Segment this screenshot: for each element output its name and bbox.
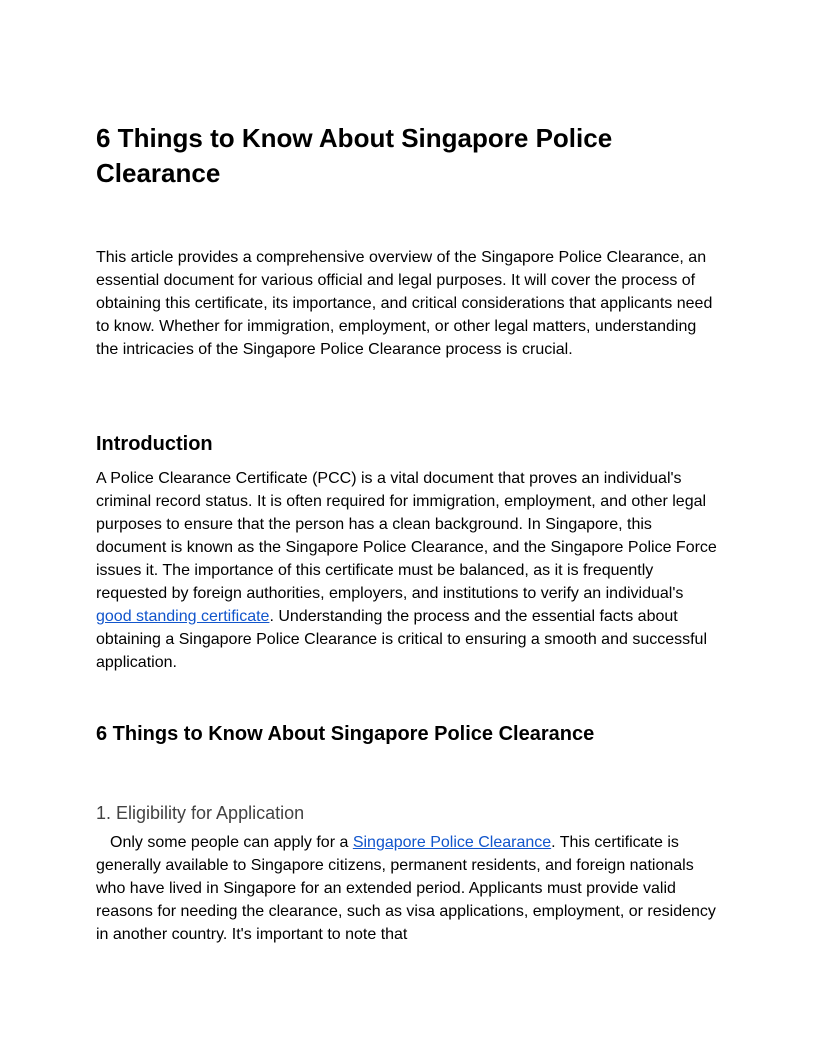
good-standing-certificate-link[interactable]: good standing certificate — [96, 608, 270, 625]
things-section-heading: 6 Things to Know About Singapore Police Clearance — [96, 723, 595, 745]
introduction-paragraph — [96, 467, 720, 674]
introduction-text-start: A Police Clearance Certificate (PCC) is a vital document that proves an individual's criminal record status. It is often required for immigration, employment, and other legal purposes to ensure that the person has a clean background. In Singapore, this document is known as the Singapore Police Clearance, and the Singapore Police Force issues it. The importance of this certificate must be balanced, as it is frequently requested by foreign authorities, employers, and institutions to verify an individual's — [96, 470, 717, 602]
eligibility-text-start: Only some people can apply for a — [110, 834, 353, 851]
eligibility-text-end: . This certificate is generally available to Singapore citizens, permanent residents, and foreign nationals who have lived in Singapore for an extended period. Applicants must provide valid reasons for needing the clearance, such as visa applications, employment, or residency in another country. It's important to note that — [96, 834, 716, 943]
summary-paragraph: This article provides a comprehensive overview of the Singapore Police Clearance, an essential document for various official and legal purposes. It will cover the process of obtaining this certificate, its importance, and critical considerations that applicants need to know. Whether for immigration, employment, or other legal matters, understanding the intricacies of the Singapore Police Clearance process is crucial. — [96, 249, 713, 358]
eligibility-heading: 1. Eligibility for Application — [96, 803, 305, 823]
introduction-text-end: . Understanding the process and the essential facts about obtaining a Singapore Police Clearance is critical to ensuring a smooth and successful application. — [96, 608, 708, 671]
introduction-heading: Introduction — [96, 433, 213, 455]
eligibility-paragraph — [96, 831, 720, 946]
singapore-police-clearance-link[interactable]: Singapore Police Clearance — [352, 834, 552, 851]
page-title: 6 Things to Know About Singapore Police Clearance — [96, 123, 613, 188]
